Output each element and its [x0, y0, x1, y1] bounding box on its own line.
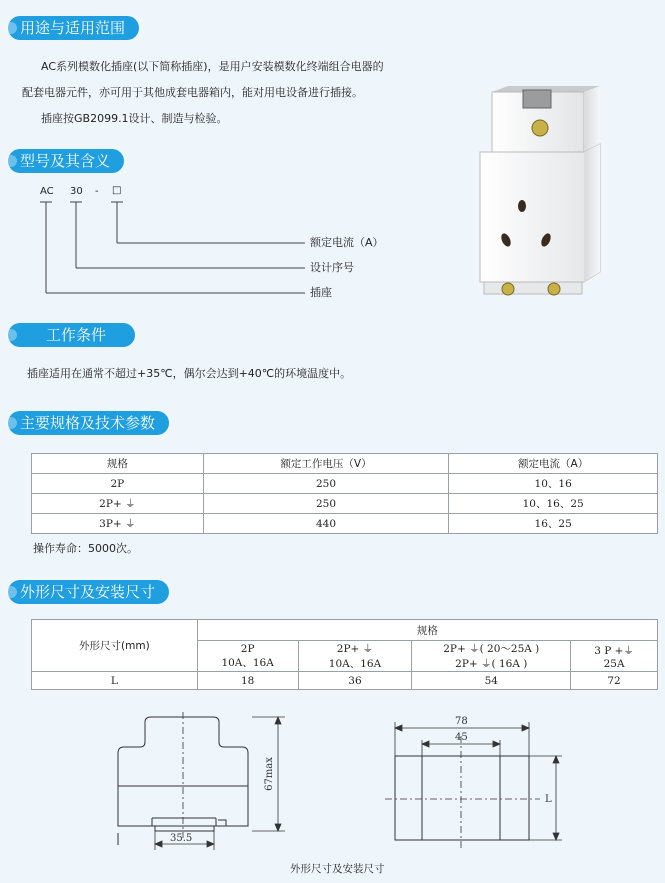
usage-line-3: 插座按GB2099.1设计、制造与检验。	[41, 112, 228, 125]
front-view	[395, 756, 529, 840]
row-label: L	[32, 672, 198, 690]
cell: 10、16	[449, 474, 658, 494]
cell: 3P+ ⏚	[32, 514, 204, 534]
cell: 10、16、25	[449, 494, 658, 514]
dim-45: 45	[455, 732, 468, 743]
col-header	[571, 641, 658, 672]
col-line-2: 2P+ ⏚( 16A )	[455, 658, 528, 670]
table-header-row	[32, 620, 658, 641]
col-header	[298, 641, 412, 672]
conditions-text: 插座适用在通常不超过+35℃，偶尔会达到+40℃的环境温度中。	[27, 367, 352, 380]
table-row	[32, 494, 658, 514]
col-line-1: 2P+ ⏚	[336, 643, 374, 655]
col-line-1: 2P	[240, 642, 255, 655]
usage-line-1: AC系列模数化插座(以下简称插座)，是用户安装模数化终端组合电器的	[41, 60, 384, 73]
cell: 250	[203, 474, 449, 494]
bullet-icon	[5, 329, 17, 341]
dim-35-5: 35.5	[170, 833, 193, 844]
bullet-icon	[5, 586, 17, 598]
label-rated-current: 额定电流（A）	[310, 236, 384, 249]
col-line-2: 10A、16A	[328, 658, 382, 670]
model-code-leader-lines	[0, 0, 320, 310]
header-voltage: 额定工作电压（V）	[203, 454, 449, 474]
col-line-2: 25A	[603, 657, 625, 670]
header-spec: 规格	[197, 620, 657, 641]
col-line-2: 10A、16A	[221, 656, 274, 669]
col-header	[412, 641, 571, 672]
cell: 72	[571, 672, 658, 690]
label-design-serial: 设计序号	[310, 261, 354, 274]
model-code-number: 30	[70, 186, 83, 197]
section-title: 外形尺寸及安装尺寸	[20, 583, 156, 601]
cell: 2P	[32, 474, 204, 494]
model-code-box: □	[112, 185, 122, 196]
drawing-caption: 外形尺寸及安装尺寸	[290, 863, 385, 875]
section-title: 工作条件	[46, 326, 107, 344]
dim-78: 78	[455, 716, 468, 727]
bullet-icon	[5, 417, 17, 429]
col-line-1: 2P+ ⏚( 20～25A )	[443, 643, 540, 655]
header-spec: 规格	[32, 454, 204, 474]
table-row	[32, 514, 658, 534]
socket-product-image	[478, 82, 610, 302]
section-title: 主要规格及技术参数	[20, 414, 156, 432]
cell: 440	[203, 514, 449, 534]
table-header-row	[32, 454, 658, 474]
usage-line-2: 配套电器元件，亦可用于其他成套电器箱内，能对用电设备进行插接。	[22, 86, 363, 99]
cell: 18	[197, 672, 298, 690]
section-dimensions-header	[8, 580, 169, 604]
section-specs-header	[8, 411, 169, 435]
col-header	[197, 641, 298, 672]
model-code-dash: -	[95, 186, 99, 197]
table-row	[32, 474, 658, 494]
cell: 36	[298, 672, 412, 690]
operation-life-text: 操作寿命：5000次。	[33, 542, 138, 555]
cell: 54	[412, 672, 571, 690]
label-socket: 插座	[310, 286, 332, 299]
cell: 2P+ ⏚	[32, 494, 204, 514]
section-title: 用途与适用范围	[20, 19, 126, 37]
cell: 250	[203, 494, 449, 514]
dimension-table	[31, 619, 658, 690]
model-code-prefix: AC	[40, 186, 54, 197]
dim-67max: 67max	[264, 757, 275, 791]
side-view	[118, 717, 248, 845]
cell: 16、25	[449, 514, 658, 534]
header-dimension: 外形尺寸(mm)	[32, 620, 198, 672]
header-current: 额定电流（A）	[449, 454, 658, 474]
col-line-1: 3 P +⏚	[594, 644, 634, 657]
section-title: 型号及其含义	[20, 152, 111, 170]
section-conditions-header	[8, 323, 135, 347]
dim-L: L	[545, 794, 552, 805]
table-row	[32, 672, 658, 690]
spec-table	[31, 453, 658, 534]
dimension-drawing	[0, 700, 665, 860]
